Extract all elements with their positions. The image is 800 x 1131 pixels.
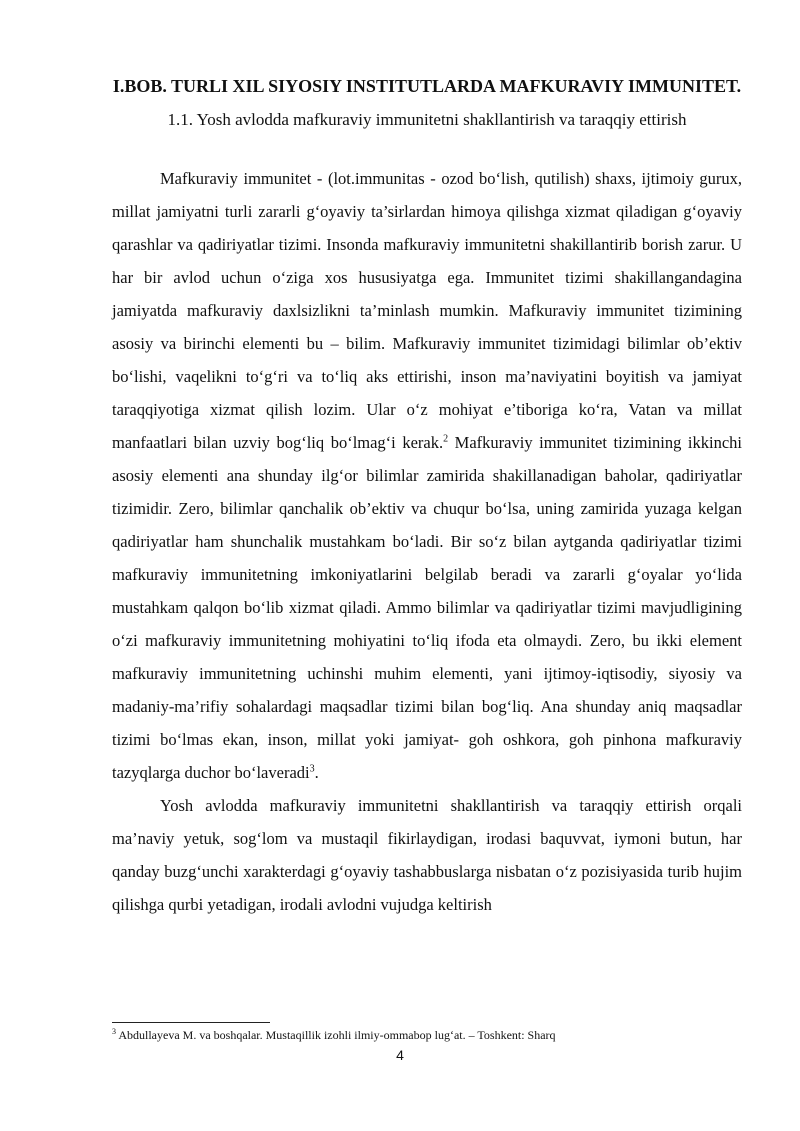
page-number: 4: [396, 1047, 404, 1063]
paragraph-2: Yosh avlodda mafkuraviy immunitetni shakllantirish va taraqqiy ettirish orqali ma’naviy yetuk, sog‘lom va mustaqil fikirlaydigan, irodasi baquvvat, iymoni butun, har qanday buzg‘unchi xarakterdagi g‘oyaviy tashabbuslarga nisbatan o‘z pozisiyasida turib hujim qilishga qurbi yetadigan, irodali avlodni vujudga keltirish: [112, 796, 742, 914]
section-title: 1.1. Yosh avlodda mafkuraviy immunitetni shakllantirish va taraqqiy ettirish: [167, 110, 687, 129]
paragraph-1-part-3: .: [314, 763, 319, 782]
footnote: [112, 1028, 742, 1043]
document-page: [112, 70, 742, 921]
chapter-title: I.BOB. TURLI XIL SIYOSIY INSTITUTLARDA MAFKURAVIY IMMUNITET.: [112, 76, 742, 96]
paragraph-1: [112, 162, 742, 789]
footnote-marker: 3: [112, 1027, 116, 1036]
footnote-divider: [112, 1022, 270, 1023]
paragraph-1-part-1: Mafkuraviy immunitet - (lot.immunitas - ozod bo‘lish, qutilish) shaxs, ijtimoiy gurux, millat jamiyatni turli zararli g‘oyaviy ta’sirlardan himoya qilishga xizmat qiladigan g‘oyaviy qarashlar va qadiriyatlar tizimi. Insonda mafkuraviy immunitetni shakillantirib borish zarur. U har bir avlod uchun o‘ziga xos hususiyatga ega. Immunitet tizimi shakillangandagina jamiyatda mafkuraviy daxlsizlikni ta’minlash mumkin. Mafkuraviy immunitet tizimining asosiy va birinchi elementi bu – bilim. Mafkuraviy immunitet tizimidagi bilimlar ob’ektiv bo‘lishi, vaqelikni to‘g‘ri va to‘liq aks ettirishi, inson ma’naviyatini boyitish va jamiyat taraqqiyotiga xizmat qilish lozim. Ular o‘z mohiyat e’tiboriga ko‘ra, Vatan va millat manfaatlari bilan uzviy bog‘liq bo‘lmag‘i kerak.: [112, 169, 742, 452]
spacer: [112, 136, 742, 162]
paragraph-1-part-2: Mafkuraviy immunitet tizimining ikkinchi asosiy elementi ana shunday ilg‘or bilimlar zamirida shakillanadigan baholar, qadiriyatlar tizimidir. Zero, bilimlar qanchalik ob’ektiv va chuqur bo‘lsa, uning zamirida yuzaga kelgan qadiriyatlar ham shunchalik mustahkam bo‘ladi. Bir so‘z bilan aytganda qadiriyatlar tizimi mafkuraviy immunitetning imkoniyatlarini belgilab beradi va zararli g‘oyalar yo‘lida mustahkam qalqon bo‘lib xizmat qiladi. Ammo bilimlar va qadiriyatlar tizimi mavjudligining o‘zi mafkuraviy immunitetning mohiyatini to‘liq ifoda eta olmaydi. Zero, bu ikki element mafkuraviy immunitetning uchinshi muhim elementi, yani ijtimoy-iqtisodiy, siyosiy va madaniy-ma’rifiy sohalardagi maqsadlar tizimi bilan bog‘liq. Ana shunday aniq maqsadlar tizimi bo‘lmas ekan, inson, millat yoki jamiyat- goh oshkora, goh pinhona mafkuraviy tazyqlarga duchor bo‘laveradi: [112, 433, 742, 782]
footnote-text: Abdullayeva M. va boshqalar. Mustaqillik izohli ilmiy-ommabop lug‘at. – Toshkent: Sharq: [116, 1028, 556, 1042]
footnote-reference-3[interactable]: 3: [309, 763, 315, 775]
footnote-reference-2[interactable]: 2: [443, 433, 449, 445]
